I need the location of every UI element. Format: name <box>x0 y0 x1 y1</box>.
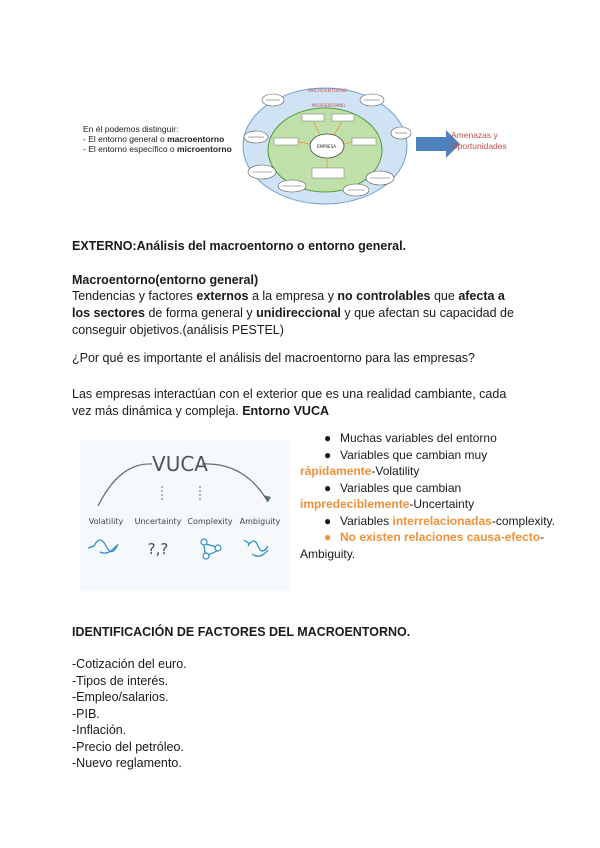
vuca-label-uncertainty: Uncertainty <box>134 517 182 526</box>
company-label: EMPRESA <box>317 144 337 149</box>
list-item: ● Variables que cambian muy rápidamente-Volatility <box>300 447 488 478</box>
list-item: -PIB. <box>72 706 100 721</box>
list-item: -Nuevo reglamento. <box>72 756 182 770</box>
section-heading-factores: IDENTIFICACIÓN DE FACTORES DEL MACROENTORNO. <box>72 625 411 639</box>
intro-line: - El entorno específico o microentorno <box>83 144 232 154</box>
list-item: -Tipos de interés. <box>72 673 169 688</box>
vuca-image <box>80 440 290 590</box>
microenvironment-title: MICROENTORNO <box>312 103 346 108</box>
list-item: ● Variables interrelacionadas-complexity. <box>324 513 555 528</box>
vuca-image-svg <box>80 440 290 590</box>
list-item: ● Muchas variables del entorno <box>324 431 497 445</box>
vuca-label-complexity: Complexity <box>187 517 233 526</box>
bullet-icon: ● <box>324 480 332 495</box>
list-item: -Inflación. <box>72 723 127 737</box>
list-item: -Precio del petróleo. <box>72 739 184 754</box>
threats-opportunities-label: Amenazas y Oportunidades <box>451 130 507 151</box>
bullet-icon: ● <box>324 447 332 462</box>
list-item: -Empleo/salarios. <box>72 690 169 704</box>
list-item: -Cotización del euro. <box>72 657 187 671</box>
list-item: ● Variables que cambian impredeciblemente-Uncertainty <box>300 480 475 511</box>
bullet-icon: ● <box>324 530 332 544</box>
macroenvironment-title: MACROENTORNO <box>308 89 348 94</box>
bullet-icon: ● <box>324 431 332 445</box>
importance-question: ¿Por qué es importante el análisis del macroentorno para las empresas? <box>72 351 475 365</box>
bullet-icon: ● <box>324 513 332 528</box>
list-item: ● No existen relaciones causa-efecto-Ambiguity. <box>300 530 545 561</box>
macroentorno-subheading: Macroentorno(entorno general) <box>72 273 259 287</box>
intro-line: - El entorno general o macroentorno <box>83 134 225 144</box>
diagram-intro <box>83 124 232 154</box>
vuca-label-ambiguity: Ambiguity <box>239 517 281 526</box>
intro-line: En él podemos distinguir: <box>83 124 179 134</box>
section-heading-externo: EXTERNO:Análisis del macroentorno o entorno general. <box>72 239 407 253</box>
factors-list <box>72 656 187 772</box>
vuca-label-volatility: Volatility <box>88 517 124 526</box>
vuca-intro: Las empresas interactúan con el exterior que es una realidad cambiante, cada vez más dinámica y compleja. Entorno VUCA <box>72 387 507 418</box>
uncertainty-icon: ?,? <box>147 540 169 558</box>
vuca-bullet-list <box>300 430 560 562</box>
macroentorno-definition: Tendencias y factores externos a la empresa y no controlables que afecta a los sectores de forma general y unidireccional y que afectan su capacidad de conseguir objetivos.(análisis PESTEL) <box>72 289 514 337</box>
vuca-title: VUCA <box>152 452 208 476</box>
